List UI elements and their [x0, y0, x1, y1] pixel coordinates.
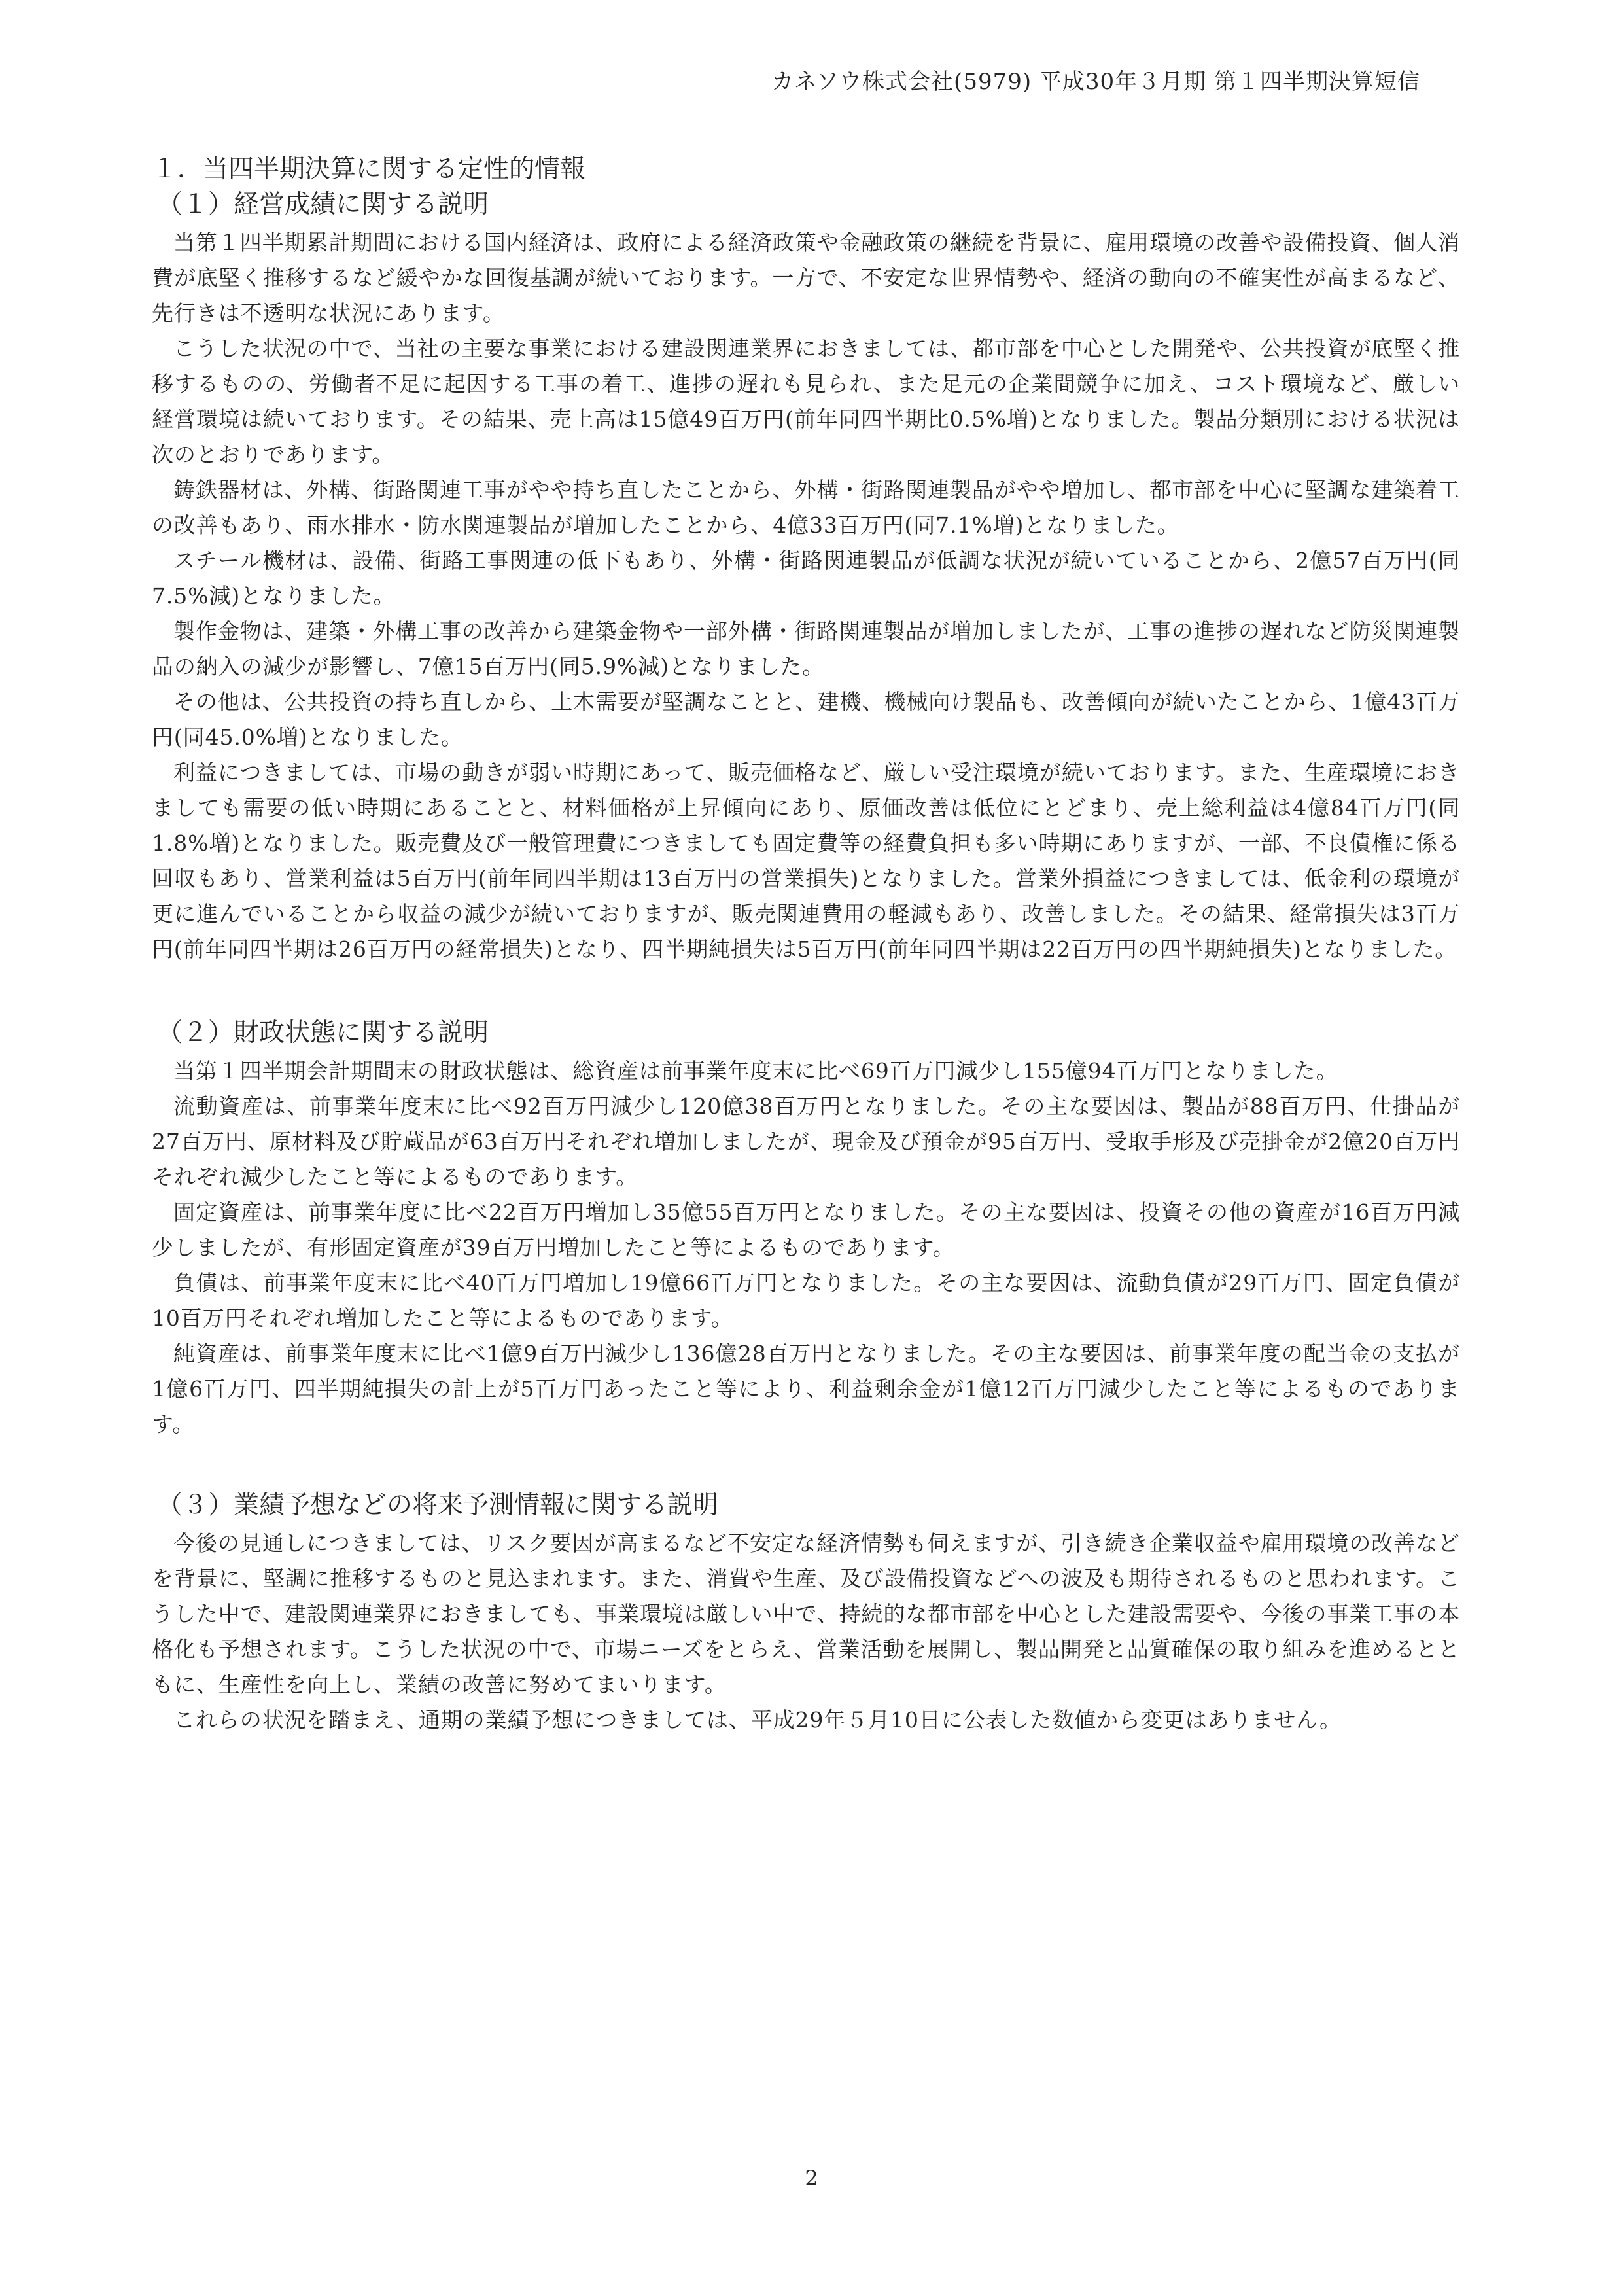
- paragraph: 製作金物は、建築・外構工事の改善から建築金物や一部外構・街路関連製品が増加しましたが、工事の進捗の遅れなど防災関連製品の納入の減少が影響し、7億15百万円(同5.9%減)となりました。: [152, 618, 1460, 679]
- section-heading: （３）業績予想などの将来予測情報に関する説明: [157, 1491, 719, 1520]
- paragraph: こうした状況の中で、当社の主要な事業における建設関連業界におきましては、都市部を中心とした開発や、公共投資が底堅く推移するものの、労働者不足に起因する工事の着工、進捗の遅れも見られ、また足元の企業間競争に加え、コスト環境など、厳しい経営環境は続いております。その結果、売上高は15億49百万円(前年同四半期比0.5%増)となりました。製品分類別における状況は次のとおりであります。: [152, 336, 1460, 467]
- paragraph: 当第１四半期累計期間における国内経済は、政府による経済政策や金融政策の継続を背景に、雇用環境の改善や設備投資、個人消費が底堅く推移するなど緩やかな回復基調が続いております。一方で、不安定な世界情勢や、経済の動向の不確実性が高まるなど、先行きは不透明な状況にあります。: [152, 230, 1460, 326]
- paragraph: 利益につきましては、市場の動きが弱い時期にあって、販売価格など、厳しい受注環境が続いております。また、生産環境におきましても需要の低い時期にあることと、材料価格が上昇傾向にあり、原価改善は低位にとどまり、売上総利益は4億84百万円(同1.8%増)となりました。販売費及び一般管理費につきましても固定費等の経費負担も多い時期にありますが、一部、不良債権に係る回収もあり、営業利益は5百万円(前年同四半期は13百万円の営業損失)となりました。営業外損益につきましては、低金利の環境が更に進んでいることから収益の減少が続いておりますが、販売関連費用の軽減もあり、改善しました。その結果、経常損失は3百万円(前年同四半期は26百万円の経常損失)となり、四半期純損失は5百万円(前年同四半期は22百万円の四半期純損失)となりました。: [152, 760, 1460, 962]
- document-body: [152, 152, 1460, 1784]
- paragraph: 純資産は、前事業年度末に比べ1億9百万円減少し136億28百万円となりました。その主な要因は、前事業年度の配当金の支払が1億6百万円、四半期純損失の計上が5百万円あったこと等により、利益剰余金が1億12百万円減少したこと等によるものであります。: [152, 1341, 1460, 1437]
- paragraph: 当第１四半期会計期間末の財政状態は、総資産は前事業年度末に比べ69百万円減少し155億94百万円となりました。: [173, 1058, 1338, 1084]
- main-heading: １．当四半期決算に関する定性的情報: [152, 154, 586, 184]
- paragraph: スチール機材は、設備、街路工事関連の低下もあり、外構・街路関連製品が低調な状況が続いていることから、2億57百万円(同7.5%減)となりました。: [152, 548, 1460, 609]
- paragraph: 負債は、前事業年度末に比べ40百万円増加し19億66百万円となりました。その主な要因は、流動負債が29百万円、固定負債が10百万円それぞれ増加したこと等によるものであります。: [152, 1270, 1460, 1331]
- page-number: 2: [805, 2166, 818, 2191]
- section-heading: （１）経営成績に関する説明: [157, 190, 489, 219]
- paragraph: これらの状況を踏まえ、通期の業績予想につきましては、平成29年５月10日に公表した数値から変更はありません。: [173, 1707, 1342, 1733]
- section-heading: （２）財政状態に関する説明: [157, 1018, 489, 1048]
- paragraph: 今後の見通しにつきましては、リスク要因が高まるなど不安定な経済情勢も伺えますが、引き続き企業収益や雇用環境の改善などを背景に、堅調に推移するものと見込まれます。また、消費や生産、及び設備投資などへの波及も期待されるものと思われます。こうした中で、建設関連業界におきましても、事業環境は厳しい中で、持続的な都市部を中心とした建設需要や、今後の事業工事の本格化も予想されます。こうした状況の中で、市場ニーズをとらえ、営業活動を展開し、製品開発と品質確保の取り組みを進めるとともに、生産性を向上し、業績の改善に努めてまいります。: [152, 1530, 1460, 1697]
- paragraph: 流動資産は、前事業年度末に比べ92百万円減少し120億38百万円となりました。その主な要因は、製品が88百万円、仕掛品が27百万円、原材料及び貯蔵品が63百万円それぞれ増加しましたが、現金及び預金が95百万円、受取手形及び売掛金が2億20百万円それぞれ減少したこと等によるものであります。: [152, 1093, 1460, 1190]
- section-financial-position: [152, 1016, 1460, 1442]
- paragraph: 固定資産は、前事業年度に比べ22百万円増加し35億55百万円となりました。その主な要因は、投資その他の資産が16百万円減少しましたが、有形固定資産が39百万円増加したこと等によるものであります。: [152, 1199, 1460, 1260]
- page-header: カネソウ株式会社(5979) 平成30年３月期 第１四半期決算短信: [771, 69, 1420, 95]
- paragraph: 鋳鉄器材は、外構、街路関連工事がやや持ち直したことから、外構・街路関連製品がやや増加し、都市部を中心に堅調な建築着工の改善もあり、雨水排水・防水関連製品が増加したことから、4億33百万円(同7.1%増)となりました。: [152, 477, 1460, 538]
- section-business-results: [152, 187, 1460, 967]
- section-forecast: [152, 1488, 1460, 1738]
- paragraph: その他は、公共投資の持ち直しから、土木需要が堅調なことと、建機、機械向け製品も、改善傾向が続いたことから、1億43百万円(同45.0%増)となりました。: [152, 689, 1460, 750]
